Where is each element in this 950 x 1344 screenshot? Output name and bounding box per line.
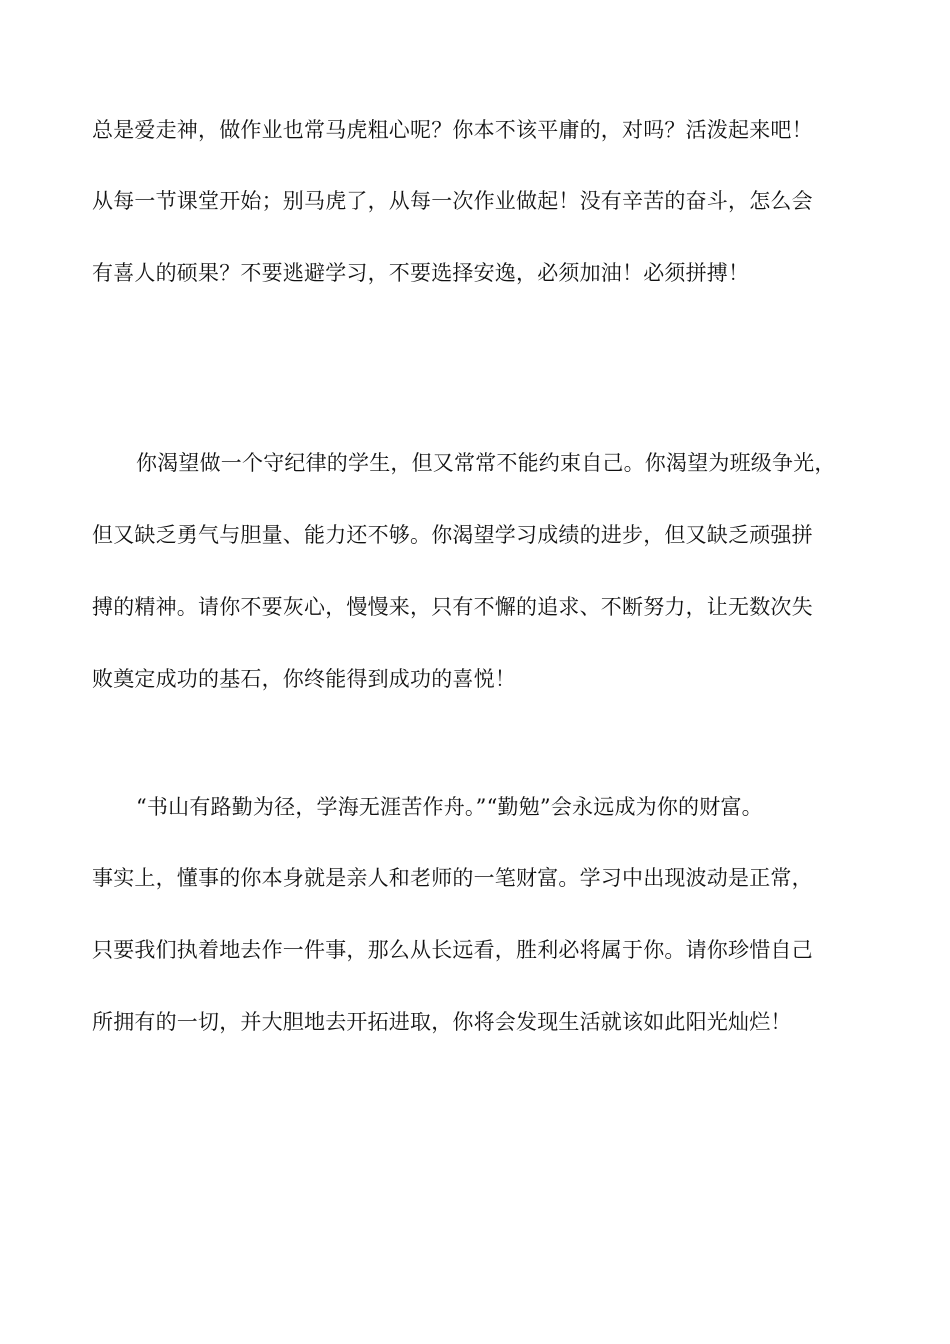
paragraph-line: 从每一节课堂开始；别马虎了，从每一次作业做起！没有辛苦的奋斗，怎么会: [92, 189, 813, 213]
paragraph-line: 有喜人的硕果？不要逃避学习，不要选择安逸，必须加油！必须拼搏！: [92, 261, 750, 285]
paragraph-line: 总是爱走神，做作业也常马虎粗心呢？你本不该平庸的，对吗？活泼起来吧！: [92, 118, 813, 142]
paragraph-line: 只要我们执着地去作一件事，那么从长远看，胜利必将属于你。请你珍惜自己: [92, 938, 813, 962]
paragraph-line: “书山有路勤为径，学海无涯苦作舟。”“勤勉”会永远成为你的财富。: [136, 795, 763, 819]
paragraph-line: 你渴望做一个守纪律的学生，但又常常不能约束自己。你渴望为班级争光，: [136, 451, 836, 475]
paragraph-line: 事实上，懂事的你本身就是亲人和老师的一笔财富。学习中出现波动是正常，: [92, 866, 813, 890]
paragraph-line: 所拥有的一切，并大胆地去开拓进取，你将会发现生活就该如此阳光灿烂！: [92, 1010, 792, 1034]
paragraph-line: 搏的精神。请你不要灰心，慢慢来，只有不懈的追求、不断努力，让无数次失: [92, 595, 813, 619]
paragraph-line: 败奠定成功的基石，你终能得到成功的喜悦！: [92, 667, 516, 691]
paragraph-line: 但又缺乏勇气与胆量、能力还不够。你渴望学习成绩的进步，但又缺乏顽强拼: [92, 523, 813, 547]
